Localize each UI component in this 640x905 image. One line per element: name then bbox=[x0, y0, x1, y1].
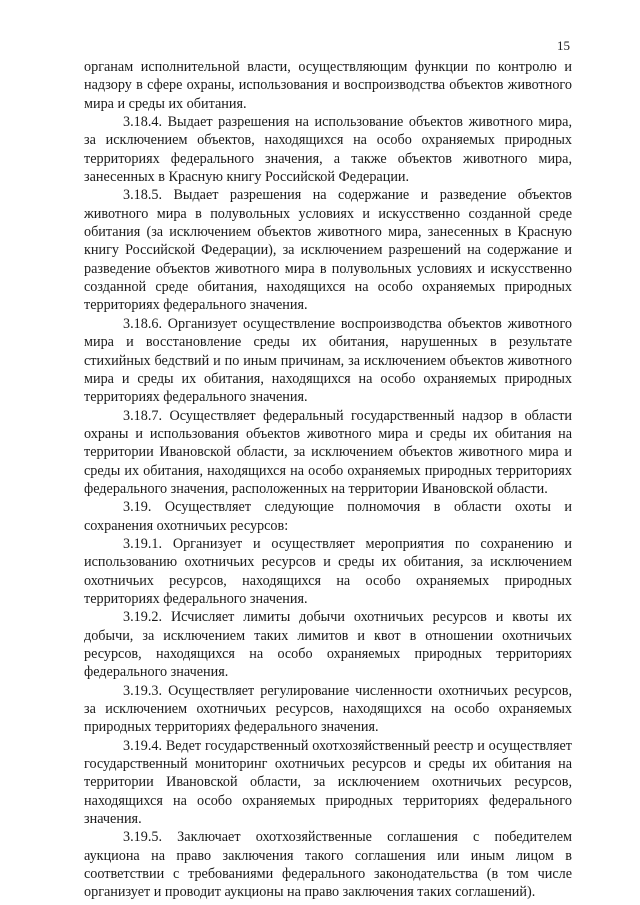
paragraph-3-18-5: 3.18.5. Выдает разрешения на содержание и разведение объектов животного мира в полувольных условиях и искусственно созданной среде обитания (за исключением объектов животного мира, занесенных в Красную книгу Российской Федерации), за исключением разрешений на содержание и разведение объектов животного мира в полувольных условиях и искусственно созданной среде обитания, находящихся на особо охраняемых природных территориях федерального значения. bbox=[84, 187, 572, 314]
document-body bbox=[84, 58, 572, 902]
paragraph-3-18-4: 3.18.4. Выдает разрешения на использование объектов животного мира, за исключением объектов, находящихся на особо охраняемых природных территориях федерального значения, а также объектов животного мира, занесенных в Красную книгу Российской Федерации. bbox=[84, 114, 572, 186]
paragraph-3-19: 3.19. Осуществляет следующие полномочия в области охоты и сохранения охотничьих ресурсов: bbox=[84, 499, 572, 534]
paragraph-3-18-6: 3.18.6. Организует осуществление воспроизводства объектов животного мира и восстановление среды их обитания, нарушенных в результате стихийных бедствий и по иным причинам, за исключением объектов животного мира и среды их обитания, находящихся на особо охраняемых природных территориях федерального значения. bbox=[84, 315, 572, 406]
paragraph-3-19-4: 3.19.4. Ведет государственный охотхозяйственный реестр и осуществляет государственный мониторинг охотничьих ресурсов и среды их обитания на территории Ивановской области, за исключением охотничьих ресурсов, находящихся на особо охраняемых природных территориях федерального значения. bbox=[84, 737, 572, 828]
paragraph-3-19-3: 3.19.3. Осуществляет регулирование численности охотничьих ресурсов, за исключением охотничьих ресурсов, находящихся на особо охраняемых природных территориях федерального значения. bbox=[84, 682, 572, 736]
paragraph-3-18-7: 3.18.7. Осуществляет федеральный государственный надзор в области охраны и использования объектов животного мира и среды их обитания на территории Ивановской области, за исключением объектов животного мира и среды их обитания, находящихся на особо охраняемых природных территориях федерального значения, расположенных на территории Ивановской области. bbox=[84, 407, 572, 497]
paragraph-3-19-5: 3.19.5. Заключает охотхозяйственные соглашения с победителем аукциона на право заключения такого соглашения или иным лицом в соответствии с требованиями федерального законодательства (в том числе организует и проводит аукционы на право заключения таких соглашений). bbox=[84, 829, 572, 901]
page-number: 15 bbox=[557, 38, 570, 53]
paragraph-3-19-1: 3.19.1. Организует и осуществляет мероприятия по сохранению и использованию охотничьих ресурсов и среды их обитания, за исключением охотничьих ресурсов, находящихся на особо охраняемых природных территориях федерального значения. bbox=[84, 535, 572, 607]
paragraph-continuation: органам исполнительной власти, осуществляющим функции по контролю и надзору в сфере охраны, использования и воспроизводства объектов животного мира и среды их обитания. bbox=[84, 59, 572, 112]
paragraph-3-19-2: 3.19.2. Исчисляет лимиты добычи охотничьих ресурсов и квоты их добычи, за исключением таких лимитов и квот в отношении охотничьих ресурсов, находящихся на особо охраняемых природных территориях федерального значения. bbox=[84, 609, 572, 681]
